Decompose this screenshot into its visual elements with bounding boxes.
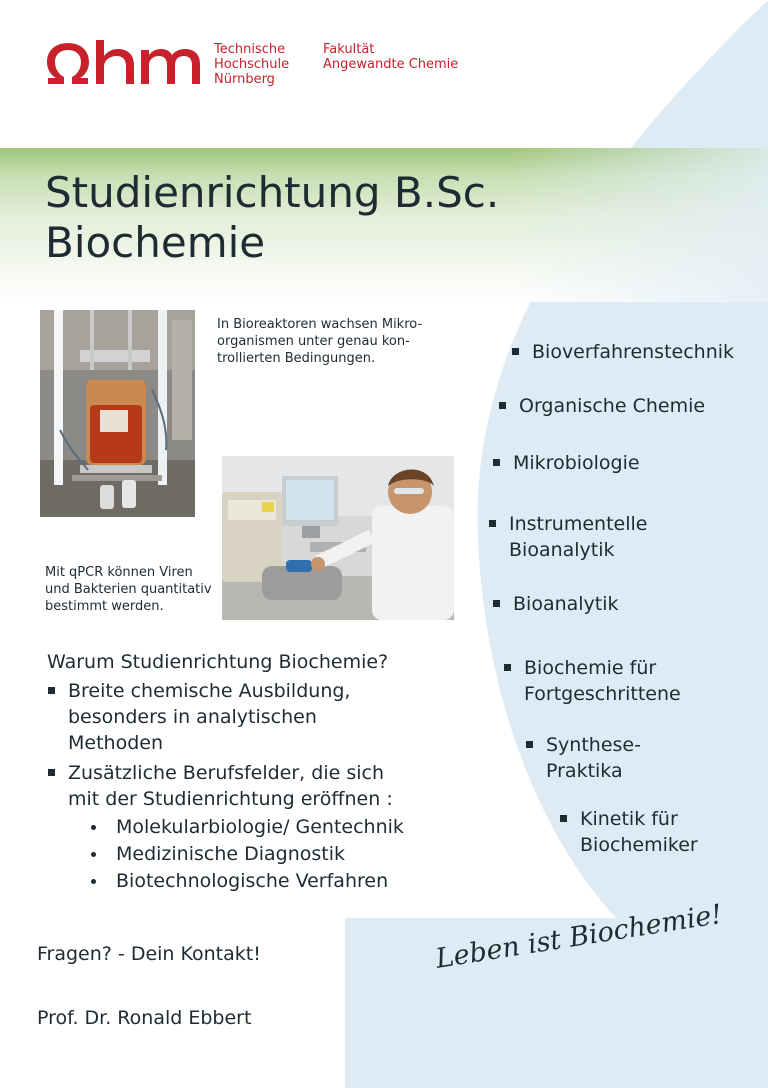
- caption-line: bestimmt werden.: [45, 599, 164, 614]
- career-field-item: Molekularbiologie/ Gentechnik: [47, 814, 404, 841]
- subject-item: Instrumentelle Bioanalytik: [489, 511, 647, 563]
- contact-question: Fragen? - Dein Kontakt!: [37, 943, 261, 965]
- faculty-name: [323, 42, 458, 72]
- bullet-square-icon: [48, 687, 55, 694]
- why-section: [47, 650, 404, 895]
- caption-line: In Bioreaktoren wachsen Mikro-: [217, 317, 423, 332]
- faculty-line: Fakultät: [323, 42, 375, 57]
- institution-line: Nürnberg: [214, 72, 275, 87]
- page-title: [45, 168, 499, 268]
- subject-item: Kinetik für Biochemiker: [560, 806, 698, 858]
- faculty-line: Angewandte Chemie: [323, 57, 459, 72]
- bullet-dot-icon: [91, 879, 96, 884]
- title-line: Studienrichtung B.Sc.: [45, 168, 500, 217]
- institution-name: [214, 42, 289, 87]
- bullet-dot-icon: [91, 852, 96, 857]
- bullet-line: mit der Studienrichtung eröffnen :: [68, 788, 393, 810]
- caption-line: und Bakterien quantitativ: [45, 582, 212, 597]
- bullet-square-icon: [526, 741, 533, 748]
- bullet-square-icon: [504, 664, 511, 671]
- bullet-line: Breite chemische Ausbildung,: [68, 680, 351, 702]
- why-bullet: [47, 760, 404, 812]
- bullet-square-icon: [493, 600, 500, 607]
- ohm-logo: [44, 40, 204, 86]
- bullet-square-icon: [493, 459, 500, 466]
- why-heading: Warum Studienrichtung Biochemie?: [47, 651, 389, 673]
- bullet-square-icon: [560, 815, 567, 822]
- bullet-line: besonders in analytischen: [68, 706, 317, 728]
- contact-name: Prof. Dr. Ronald Ebbert: [37, 1007, 252, 1029]
- subject-item: Organische Chemie: [499, 393, 705, 419]
- caption-line: organismen unter genau kon-: [217, 334, 410, 349]
- title-line: Biochemie: [45, 218, 266, 267]
- why-bullet: [47, 678, 404, 756]
- subject-item: Bioanalytik: [493, 591, 619, 617]
- subject-item: Bioverfahrenstechnik: [512, 339, 734, 365]
- bullet-dot-icon: [91, 825, 96, 830]
- career-fields-list: [47, 814, 404, 895]
- subject-item: Synthese- Praktika: [526, 732, 641, 784]
- qpcr-caption: [45, 564, 212, 615]
- bioreactor-photo: [40, 310, 195, 517]
- career-field-item: Medizinische Diagnostik: [47, 841, 404, 868]
- career-field-item: Biotechnologische Verfahren: [47, 868, 404, 895]
- bullet-line: Methoden: [68, 732, 163, 754]
- bullet-square-icon: [512, 348, 519, 355]
- slogan: Leben ist Biochemie!: [433, 898, 725, 975]
- bullet-square-icon: [48, 769, 55, 776]
- bioreactor-caption: [217, 316, 422, 367]
- bullet-square-icon: [499, 402, 506, 409]
- institution-line: Hochschule: [214, 57, 290, 72]
- subject-item: Biochemie für Fortgeschrittene: [504, 655, 681, 707]
- caption-line: Mit qPCR können Viren: [45, 565, 193, 580]
- bullet-square-icon: [489, 520, 496, 527]
- institution-line: Technische: [214, 42, 286, 57]
- qpcr-lab-photo: [222, 456, 454, 620]
- bullet-line: Zusätzliche Berufsfelder, die sich: [68, 762, 384, 784]
- caption-line: trollierten Bedingungen.: [217, 351, 376, 366]
- subject-item: Mikrobiologie: [493, 450, 640, 476]
